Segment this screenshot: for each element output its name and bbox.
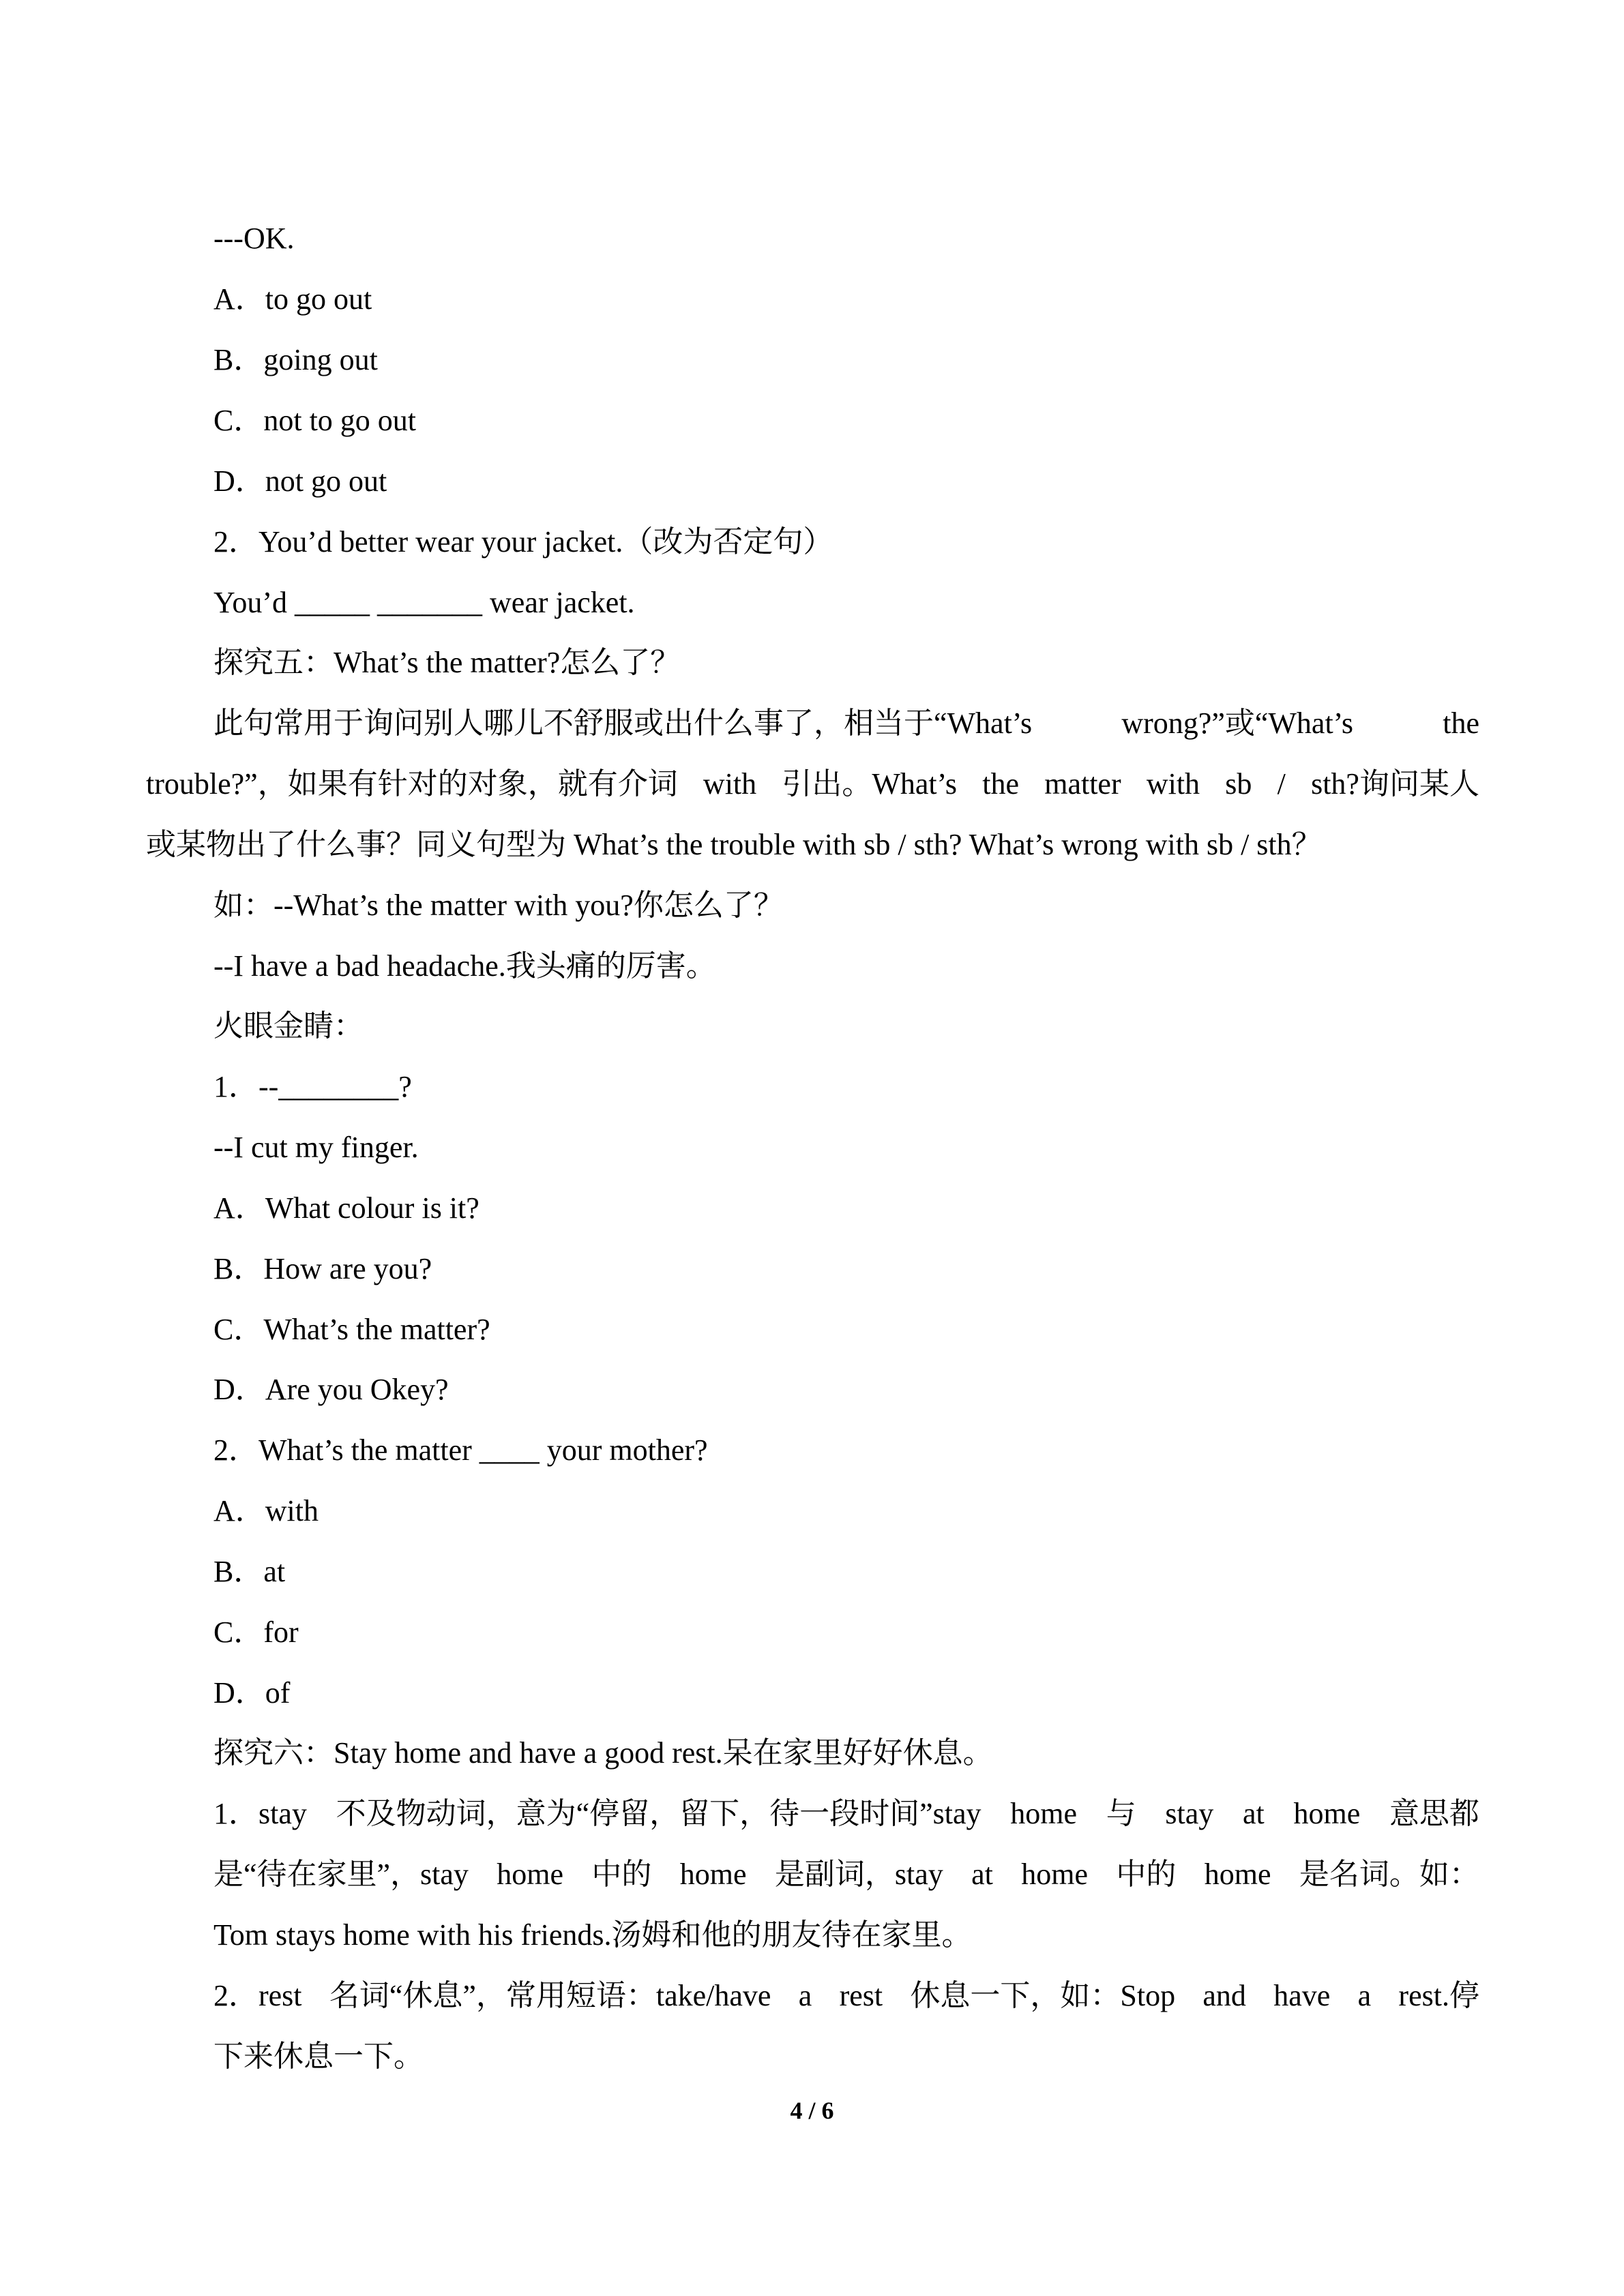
exercise-1-question: 1．--________?	[213, 1070, 412, 1103]
exercise-1-option-c: C．What’s the matter?	[213, 1313, 490, 1346]
section-6-point-2-line-1: 2．rest 名词“休息”，常用短语：take/have a rest 休息一下，如：Stop and have a rest.停	[213, 1979, 1479, 2012]
exercise-2-option-a: A．with	[213, 1494, 319, 1527]
example-question: 如：--What’s the matter with you?你怎么了？	[213, 889, 784, 922]
exercise-2-question: 2．What’s the matter ____ your mother?	[213, 1433, 708, 1467]
section-6-heading: 探究六：Stay home and have a good rest.呆在家里好好休息。	[213, 1736, 993, 1770]
section-5-paragraph-line-3: 或某物出了什么事？同义句型为 What’s the trouble with sb / sth? What’s wrong with sb / sth？	[146, 828, 1322, 861]
dialogue-reply: ---OK.	[213, 222, 295, 255]
exercise-1-option-b: B．How are you?	[213, 1252, 432, 1285]
exercise-2-option-c: C．for	[213, 1615, 299, 1649]
example-answer: --I have a bad headache.我头痛的厉害。	[213, 949, 716, 983]
exercise-2-option-d: D．of	[213, 1676, 291, 1710]
section-5-heading: 探究五：What’s the matter?怎么了？	[213, 646, 681, 679]
exercise-1-option-a: A．What colour is it?	[213, 1191, 479, 1225]
option-d: D．not go out	[213, 464, 387, 498]
section-6-point-1-line-3: Tom stays home with his friends.汤姆和他的朋友待在家里。	[213, 1918, 972, 1952]
option-c: C．not to go out	[213, 404, 417, 437]
section-5-paragraph-line-2: trouble?”，如果有针对的对象，就有介词 with 引出。What’s the matter with sb / sth?询问某人	[146, 767, 1479, 801]
exercise-2-option-b: B．at	[213, 1555, 286, 1588]
exercise-1-reply: --I cut my finger.	[213, 1131, 419, 1164]
section-6-point-2-line-2: 下来休息一下。	[213, 2040, 424, 2073]
page-number: 4 / 6	[790, 2097, 834, 2124]
option-b: B．going out	[213, 343, 378, 376]
section-6-point-1-line-2: 是“待在家里”，stay home 中的 home 是副词，stay at home 中的 home 是名词。如：	[213, 1858, 1479, 1891]
exercise-heading: 火眼金睛：	[213, 1009, 364, 1043]
section-6-point-1-line-1: 1．stay 不及物动词，意为“停留，留下，待一段时间”stay home 与 stay at home 意思都	[213, 1797, 1479, 1830]
exercise-1-option-d: D．Are you Okey?	[213, 1373, 449, 1406]
question-2-blank: You’d _____ _______ wear jacket.	[213, 586, 635, 619]
question-2: 2．You’d better wear your jacket.（改为否定句）	[213, 525, 833, 558]
section-5-paragraph-line-1: 此句常用于询问别人哪儿不舒服或出什么事了，相当于“What’s wrong?”或“What’s the	[213, 706, 1479, 740]
option-a: A．to go out	[213, 282, 372, 316]
